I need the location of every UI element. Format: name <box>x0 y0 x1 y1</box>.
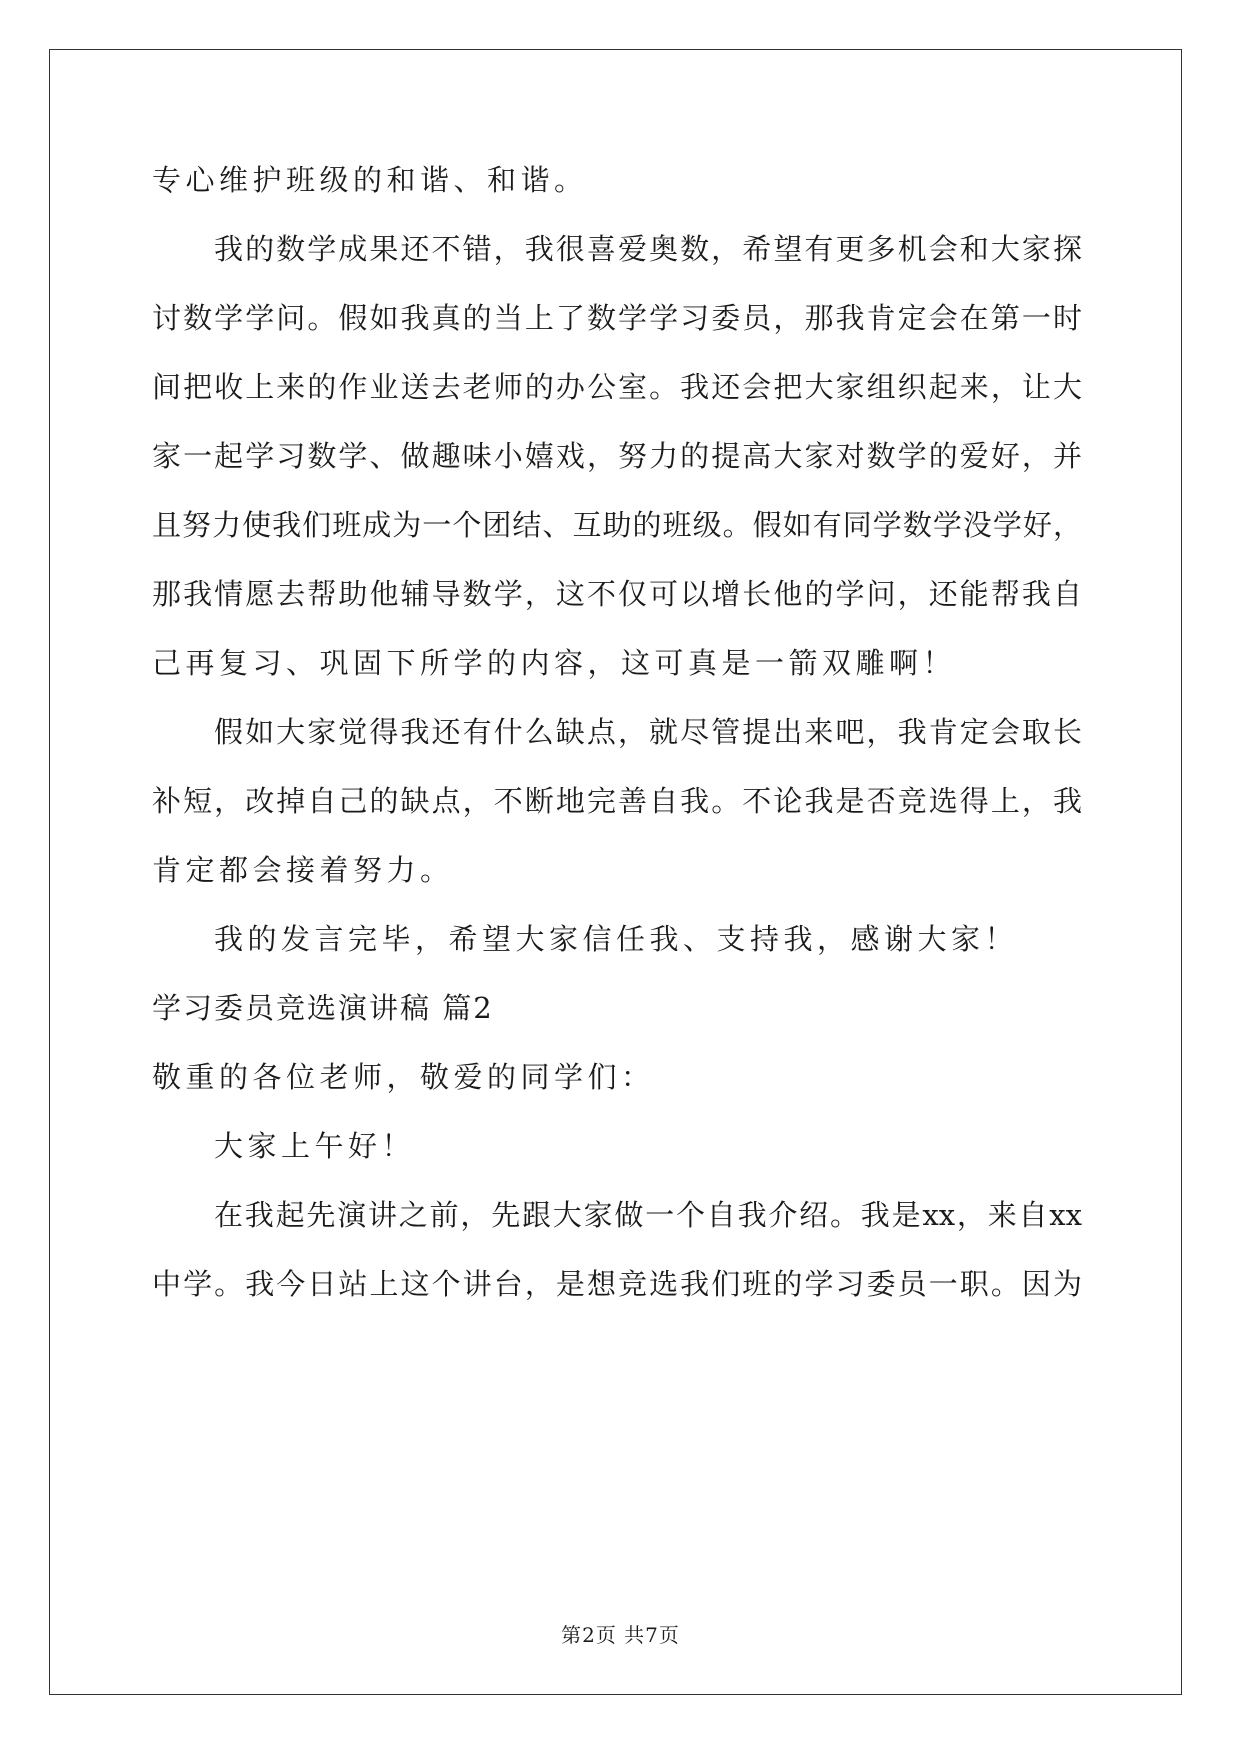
text-line: 补短，改掉自己的缺点，不断地完善自我。不论我是否竞选得上，我 <box>152 784 1082 818</box>
section-heading: 学习委员竞选演讲稿 篇2 <box>152 991 494 1025</box>
text-line: 家一起学习数学、做趣味小嬉戏，努力的提高大家对数学的爱好，并 <box>152 439 1082 473</box>
paragraph-start-line: 假如大家觉得我还有什么缺点，就尽管提出来吧，我肯定会取长 <box>214 715 1082 749</box>
paragraph-start-line: 我的发言完毕，希望大家信任我、支持我，感谢大家！ <box>214 922 1019 956</box>
greeting: 大家上午好！ <box>214 1129 416 1163</box>
salutation: 敬重的各位老师，敬爱的同学们： <box>152 1060 655 1094</box>
paragraph-start-line: 在我起先演讲之前，先跟大家做一个自我介绍。我是xx，来自xx <box>214 1198 1082 1232</box>
text-line: 那我情愿去帮助他辅导数学，这不仅可以增长他的学问，还能帮我自 <box>152 577 1082 611</box>
text-line: 专心维护班级的和谐、和谐。 <box>152 163 588 197</box>
text-line: 且努力使我们班成为一个团结、互助的班级。假如有同学数学没学好， <box>152 508 1082 542</box>
text-line: 间把收上来的作业送去老师的办公室。我还会把大家组织起来，让大 <box>152 370 1082 404</box>
text-line: 肯定都会接着努力。 <box>152 853 454 887</box>
text-line: 讨数学学问。假如我真的当上了数学学习委员，那我肯定会在第一时 <box>152 301 1082 335</box>
text-line: 中学。我今日站上这个讲台，是想竞选我们班的学习委员一职。因为 <box>152 1267 1082 1301</box>
paragraph-start-line: 我的数学成果还不错，我很喜爱奥数，希望有更多机会和大家探 <box>214 232 1082 266</box>
text-line: 己再复习、巩固下所学的内容，这可真是一箭双雕啊！ <box>152 646 957 680</box>
page-number-footer: 第2页 共7页 <box>561 1623 680 1647</box>
